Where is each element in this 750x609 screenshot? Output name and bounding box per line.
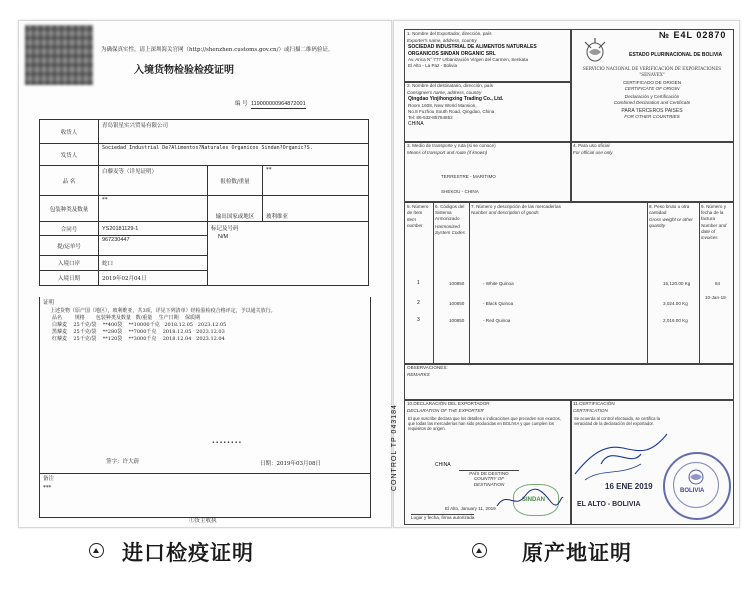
remarks-label: OBSERVACIONES: (407, 365, 448, 370)
destination-label: PAÍS DE DESTINO (459, 470, 519, 477)
consignee-line: Tel: 86-532-85754852 (408, 114, 453, 120)
goods-item: 1 (417, 280, 420, 286)
exporter-declaration-box (404, 399, 572, 525)
shipper-label: 发货人 (40, 144, 99, 166)
goods-table (404, 201, 734, 365)
consignee-line: CHINA (408, 120, 424, 127)
caption-right: 原产地证明 (522, 541, 632, 565)
cert-title-en: CERTIFICATE OF ORIGIN (624, 86, 680, 91)
exporter-line: SOCIEDAD INDUSTRIAL DE ALIMENTOS NATURALES (408, 44, 537, 50)
table-row (40, 120, 369, 144)
stamp-place: EL ALTO - BOLIVIA (577, 501, 641, 508)
certification-label-en: CERTIFICATION (573, 408, 608, 413)
official-use-label: 4. Para uso oficial (573, 143, 610, 148)
goods-code: 100850 (449, 281, 465, 286)
sign-date: 日期：2019年03月08日 (260, 461, 321, 467)
signature: 签字：许大蔚 (106, 459, 140, 465)
marks-label: 标记及号码 (211, 226, 239, 232)
goods-code: 100850 (449, 301, 465, 306)
invoice-date: 10-Jan-19 (705, 295, 726, 300)
proof-label: 证明 (43, 300, 55, 306)
marks-cell (208, 222, 369, 286)
package-value: ** (99, 196, 208, 222)
consignee-line: No.8 Fuzhou South Road, Qingdao, China (408, 108, 495, 114)
origin-certificate (393, 20, 740, 528)
destination-country: CHINA (435, 462, 451, 468)
goods-item: 3 (417, 317, 420, 323)
table-row (40, 196, 369, 222)
product-label: 品 名 (40, 166, 99, 196)
consignee-line: Qingdao Yinjihongxing Trading Co., Ltd. (408, 96, 504, 102)
remarks-box (404, 363, 734, 401)
transport-mode: TERRESTRE - MARITIMO (441, 174, 496, 179)
transport-route: SHEKOU - CHINA (441, 189, 479, 194)
transport-box (404, 141, 572, 203)
header-box (570, 29, 734, 143)
column-header: 6. Códigos del Sistema Armonizado (435, 204, 465, 221)
consignee-label-en: Consignee's name, address, country (407, 90, 482, 95)
list-item: 白藜麦 25千克/袋 **400袋 **10000千克 2018.12.05 2023.12.05 (52, 322, 227, 328)
contract-label: 合同号 (40, 222, 99, 236)
certificate-table (39, 119, 369, 286)
exporter-line: ORGANICOS SINDAN ORGANIC SRL (408, 50, 496, 57)
consignee-line: Room 1608, New World Mansion, (408, 102, 477, 108)
table-row (40, 144, 369, 166)
caption-left: 进口检疫证明 (122, 541, 254, 565)
certification-box (570, 399, 734, 525)
certificate-title: 入境货物检验检疫证明 (134, 65, 234, 76)
caption-left-icon (89, 543, 104, 558)
dots: ........ (212, 435, 243, 445)
inspection-certificate (18, 20, 392, 528)
certification-label: 11.CERTIFICACIÓN (573, 401, 615, 406)
goods-desc: - Black Quinoa (483, 301, 514, 306)
proof-section (39, 297, 371, 474)
port-label: 入境口岸 (40, 256, 99, 271)
consignee-value: 青岛银星实兴贸易有限公司 (99, 120, 369, 144)
shipper-value: Sociedad Industrial De?Alimentos?Naturales Organicos Sindan?Organic?S. (99, 144, 369, 166)
sign-label: Lugar y fecha, firma autorizada (411, 515, 475, 520)
verification-notice: 为确保真实性，请上深圳海关官网（http://shenzhen.customs.gov.cn/）或扫描二维码验证。 (101, 47, 334, 53)
exporter-line: El Alto - La Paz - Bolivia (408, 63, 458, 68)
number-label: 编 号 (235, 101, 248, 107)
product-value: 白藜麦等（详见证明） (99, 166, 208, 196)
exporter-line: Av. Arica N° 777 Urbanización Virgen del Carmen, Senkata (408, 57, 529, 62)
remarks-section (39, 473, 371, 518)
side-control-text: CONTROL TP 043184 (391, 404, 398, 491)
consignee-label: 2. Nombre del destinatario, dirección, país (407, 83, 494, 88)
remarks-label-en: REMARKS (407, 372, 430, 377)
certification-text: Se acuerda al control efectuado, se certifica la veracidad de la declaración del exportador. (574, 416, 660, 427)
remarks-value: *** (43, 485, 52, 491)
caption-right-icon (472, 543, 487, 558)
goods-desc: - Red Quinoa (483, 318, 511, 323)
exporter-label: 1. Nombre del Exportador, dirección, país (407, 31, 492, 36)
exporter-signature-icon (495, 488, 565, 512)
entry-date-label: 入境日期 (40, 271, 99, 286)
number-value: 119000000964872001 (251, 101, 306, 107)
column-header-en: Number and description of goods (471, 210, 539, 215)
bill-label: 提/运单号 (40, 236, 99, 256)
weight-value: ** (263, 166, 369, 196)
cert-subtitle-en: Combined Declaration and Certificate (613, 100, 691, 105)
column-header: 7. Número y descripción de las mercaderías (471, 204, 561, 209)
company-seal-text: SINDAN (522, 497, 546, 503)
goods-qty: 3,024.00 Kg (663, 301, 688, 306)
entry-date-value: 2019年02月04日 (99, 271, 208, 286)
list-item: 红藜麦 25千克/袋 **120袋 **3000千克 2018.12.04 2023.12.04 (52, 336, 225, 342)
consignee-box (404, 81, 572, 143)
transport-label: 3. Medio de transporte y ruta (si se conoce) (407, 143, 496, 148)
official-use-box (570, 141, 734, 203)
origin-country-value: 玻利维亚 (263, 196, 369, 222)
remarks-label: 备注 (43, 476, 55, 482)
column-header: 5. Número de ítem (407, 204, 429, 215)
column-header-en: Item number (407, 217, 423, 228)
port-value: 蛇口 (99, 256, 208, 271)
list-item: 黑藜麦 25千克/袋 **280袋 **7000千克 2018.12.05 2023.12.03 (52, 329, 225, 335)
stamp-date: 16 ENE 2019 (605, 482, 653, 491)
cert-title: CERTIFICADO DE ORIGEN (622, 80, 682, 85)
exporter-box (404, 29, 572, 83)
goods-qty: 15,120.00 Kg (663, 281, 691, 286)
bill-value: 967230447 (99, 236, 208, 256)
seal-text: BOLIVIA (680, 488, 705, 494)
official-seal (663, 452, 731, 520)
column-header: 8. Peso bruto u otra cantidad (649, 204, 690, 215)
exporter-label-en: Exporter's name, address, country (407, 38, 477, 43)
column-header-en: Harmonized System Codes (435, 224, 465, 235)
goods-desc: - White Quinoa (483, 281, 514, 286)
weight-label: 报检数/重量 (208, 166, 263, 196)
coat-of-arms-icon (581, 36, 609, 64)
footer-note: ①货主收执 (189, 518, 217, 524)
state-name: ESTADO PLURINACIONAL DE BOLIVIA (629, 52, 723, 58)
goods-code: 100850 (449, 318, 465, 323)
cert-scope-en: FOR OTHER COUNTRIES (624, 114, 680, 119)
seal-emblem-icon (685, 468, 707, 486)
qr-code (25, 25, 93, 85)
destination-label-en: COUNTRY OF DESTINATION (473, 476, 505, 487)
column-header-en: Gross weight or other quantity (649, 217, 693, 228)
items-header: 品名 规格 包装种类及数量 数/重量 生产日期 保质期 (52, 315, 201, 321)
transport-label-en: Means of transport and route (if known) (407, 150, 488, 155)
service-name: SERVICIO NACIONAL DE VERIFICACIÓN DE EXPORTACIONES "SENAVEX" (582, 66, 722, 77)
contract-value: YS20181129-1 (99, 222, 208, 236)
goods-qty: 2,016.00 Kg (663, 318, 688, 323)
serial-number: № E4L 02870 (659, 30, 727, 40)
goods-item: 2 (417, 300, 420, 306)
official-use-label-en: For official use only (573, 150, 613, 155)
column-header-en: Number and date of invoices (701, 223, 727, 240)
cert-scope: PARA TERCEROS PAISES (621, 108, 683, 114)
declaration-label-en: DECLARATION OF THE EXPORTER (407, 408, 484, 413)
consignee-label: 收货人 (40, 120, 99, 144)
declaration-text: El que suscribe declara que los detalles e indicaciones que preceden son exactos, que todas las mercaderías han sido producidas en BOLIVIA y que cumplen los requisitos de origen. (408, 416, 561, 432)
column-header: 9. Número y fecha de la factura (701, 204, 727, 221)
proof-text: 上述货物（原产国（地区），玻利维亚，共3项，详见下列清单）经检验检疫合格评定，予以通关放行。 (50, 308, 276, 314)
marks-value: N/M (218, 234, 229, 240)
declaration-label: 10.DECLARACIÓN DEL EXPORTADOR (407, 401, 490, 406)
declaration-place-date: El Alto, January 11, 2019 (445, 506, 496, 511)
origin-country-label: 输出国家或地区 (208, 196, 263, 222)
cert-subtitle: Declaración y Certificación (624, 94, 680, 99)
invoice-number: 84 (715, 281, 721, 286)
table-row (40, 222, 369, 236)
package-label: 包装种类及数量 (40, 196, 99, 222)
table-row (40, 166, 369, 196)
